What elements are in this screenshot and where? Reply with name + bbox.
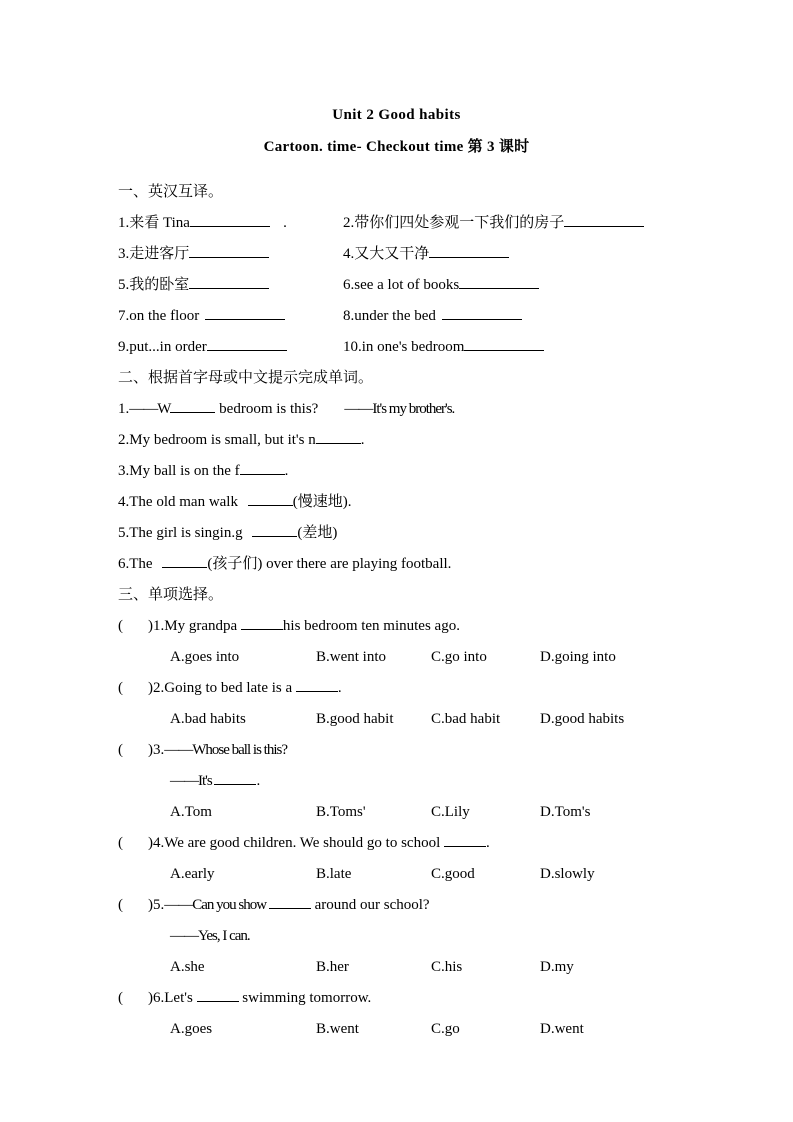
mc-question-3-line2 [118,766,733,797]
option-d[interactable]: D.good habits [540,711,625,727]
mc-question-6 [118,983,733,1014]
page-title: Unit 2 Good habits [332,107,461,123]
option-a[interactable]: A.she [170,959,205,975]
translation-row [118,270,733,301]
answer-blank[interactable] [442,306,522,320]
item-number: 6. [153,990,165,1006]
section-2-heading: 二、根据首字母或中文提示完成单词。 [118,370,374,386]
item-post: (孩子们) over there are playing football. [207,556,452,572]
word-item-3 [118,456,733,487]
answer-box-open[interactable]: ( [118,618,123,634]
option-b[interactable]: B.good habit [316,711,394,727]
item-number: 7. [118,308,130,324]
translation-item-6 [343,270,539,301]
question-stem: My grandpa [164,618,241,634]
item-text: 带你们四处参观一下我们的房子 [354,215,565,231]
item-extra: ——It's my brother's. [344,401,455,417]
option-a[interactable]: A.goes into [170,649,240,665]
item-text: 走进客厅 [129,246,190,262]
answer-blank[interactable] [189,275,269,289]
word-item-1 [118,394,733,425]
question-stem-second: ——Yes, I can. [170,928,250,944]
option-b[interactable]: B.went into [316,649,386,665]
item-number: 8. [343,308,355,324]
item-post: (慢速地). [292,494,352,510]
answer-box-close: ) [148,680,153,696]
item-text: 又大又干净 [354,246,430,262]
mc-options-5 [118,952,733,983]
mc-options-1 [118,642,733,673]
section-1-heading: 一、英汉互译。 [118,184,224,200]
option-c[interactable]: C.go [431,1021,460,1037]
answer-blank[interactable] [240,461,285,475]
mc-options-6 [118,1014,733,1045]
option-d[interactable]: D.my [540,959,574,975]
option-c[interactable]: C.Lily [431,804,470,820]
item-prompt: ——W [129,401,171,417]
option-d[interactable]: D.going into [540,649,616,665]
question-stem-post: his bedroom ten minutes ago. [282,618,460,634]
answer-box-open[interactable]: ( [118,742,123,758]
translation-item-7 [118,301,285,332]
question-stem: Going to bed late is a [164,680,296,696]
translation-item-2 [343,208,644,239]
answer-blank[interactable] [564,213,644,227]
answer-blank[interactable] [459,275,539,289]
question-stem-post: . [486,835,490,851]
translation-item-9 [118,332,287,363]
answer-blank[interactable] [189,244,269,258]
answer-box-close: ) [148,618,153,634]
mc-question-5-line2 [118,921,733,952]
item-number: 2. [343,215,355,231]
item-number: 4. [343,246,355,262]
answer-box-close: ) [148,897,153,913]
option-a[interactable]: A.Tom [170,804,212,820]
translation-item-5 [118,270,269,301]
word-item-2 [118,425,733,456]
answer-blank[interactable] [207,337,287,351]
translation-item-10 [343,332,544,363]
translation-row [118,208,733,239]
item-prompt: The old man walk [129,494,242,510]
option-c[interactable]: C.go into [431,649,487,665]
answer-box-open[interactable]: ( [118,990,123,1006]
answer-blank[interactable] [170,399,215,413]
item-prompt: The girl is singin.g [129,525,247,541]
item-number: 4. [153,835,165,851]
mc-question-4 [118,828,733,859]
item-number: 6. [343,277,355,293]
item-text: see a lot of books [354,277,460,293]
item-prompt: My ball is on the f [129,463,240,479]
item-prompt: My bedroom is small, but it's n [129,432,316,448]
item-number: 1. [153,618,165,634]
answer-blank[interactable] [269,895,311,909]
answer-blank[interactable] [444,833,486,847]
item-text: in one's bedroom [361,339,465,355]
option-b[interactable]: B.late [316,866,352,882]
answer-blank[interactable] [241,616,283,630]
item-number: 2. [153,680,165,696]
title-block [0,100,793,163]
answer-blank[interactable] [248,492,293,506]
question-stem: We are good children. We should go to school [164,835,444,851]
answer-blank[interactable] [205,306,285,320]
item-text: on the floor [129,308,200,324]
option-c[interactable]: C.good [431,866,475,882]
translation-row [118,301,733,332]
mc-question-5 [118,890,733,921]
option-b[interactable]: B.went [316,1021,359,1037]
item-post: . [284,463,289,479]
mc-options-4 [118,859,733,890]
item-number: 1. [118,215,130,231]
translation-item-3 [118,239,269,270]
answer-box-close: ) [148,990,153,1006]
item-number: 3. [118,246,130,262]
translation-item-4 [343,239,509,270]
item-number: 2. [118,432,130,448]
answer-blank[interactable] [197,988,239,1002]
item-post: (差地) [297,525,338,541]
item-text: put...in order [129,339,207,355]
option-a[interactable]: A.bad habits [170,711,246,727]
item-text: 我的卧室 [129,277,190,293]
question-stem-post: swimming tomorrow. [238,990,372,1006]
option-d[interactable]: D.went [540,1021,584,1037]
item-number: 10. [343,339,362,355]
mc-question-2 [118,673,733,704]
item-prompt: The [129,556,157,572]
answer-blank[interactable] [429,244,509,258]
option-a[interactable]: A.goes [170,1021,213,1037]
question-stem: ——Whose ball is this? [164,742,287,758]
word-item-6 [118,549,733,580]
translation-row [118,239,733,270]
option-c[interactable]: C.bad habit [431,711,501,727]
answer-box-open[interactable]: ( [118,680,123,696]
question-stem-second: ——It's [170,773,215,789]
answer-box-open[interactable]: ( [118,897,123,913]
option-b[interactable]: B.her [316,959,349,975]
page-subtitle: Cartoon. time- Checkout time 第 3 课时 [263,139,530,155]
option-d[interactable]: D.Tom's [540,804,591,820]
word-item-4 [118,487,733,518]
option-d[interactable]: D.slowly [540,866,595,882]
translation-row [118,332,733,363]
option-a[interactable]: A.early [170,866,215,882]
option-c[interactable]: C.his [431,959,463,975]
mc-options-3 [118,797,733,828]
item-number: 4. [118,494,130,510]
translation-item-8 [343,301,522,332]
answer-blank[interactable] [162,554,207,568]
answer-blank[interactable] [190,213,270,227]
answer-blank[interactable] [464,337,544,351]
item-trailing: . [283,215,287,231]
item-number: 3. [153,742,165,758]
word-item-5 [118,518,733,549]
item-number: 6. [118,556,130,572]
question-stem: ——Can you show [164,897,269,913]
answer-blank[interactable] [296,678,338,692]
answer-box-close: ) [148,742,153,758]
item-post: . [360,432,365,448]
item-text: under the bed [354,308,436,324]
translation-item-1 [118,208,300,239]
answer-box-open[interactable]: ( [118,835,123,851]
answer-blank[interactable] [316,430,361,444]
item-number: 1. [118,401,130,417]
worksheet-body [118,177,733,1045]
mc-question-1 [118,611,733,642]
question-stem-second-post: . [256,773,261,789]
item-text: 来看 Tina [129,215,190,231]
answer-blank[interactable] [214,771,256,785]
mc-options-2 [118,704,733,735]
answer-box-close: ) [148,835,153,851]
answer-blank[interactable] [252,523,297,537]
item-number: 5. [118,525,130,541]
item-number: 3. [118,463,130,479]
mc-question-3 [118,735,733,766]
question-stem-post: . [337,680,342,696]
question-stem: Let's [164,990,197,1006]
section-3-heading: 三、单项选择。 [118,587,224,603]
item-post: bedroom is this? [215,401,319,417]
item-number: 5. [118,277,130,293]
question-stem-post: around our school? [310,897,430,913]
option-b[interactable]: B.Toms' [316,804,366,820]
item-number: 9. [118,339,130,355]
item-number: 5. [153,897,165,913]
